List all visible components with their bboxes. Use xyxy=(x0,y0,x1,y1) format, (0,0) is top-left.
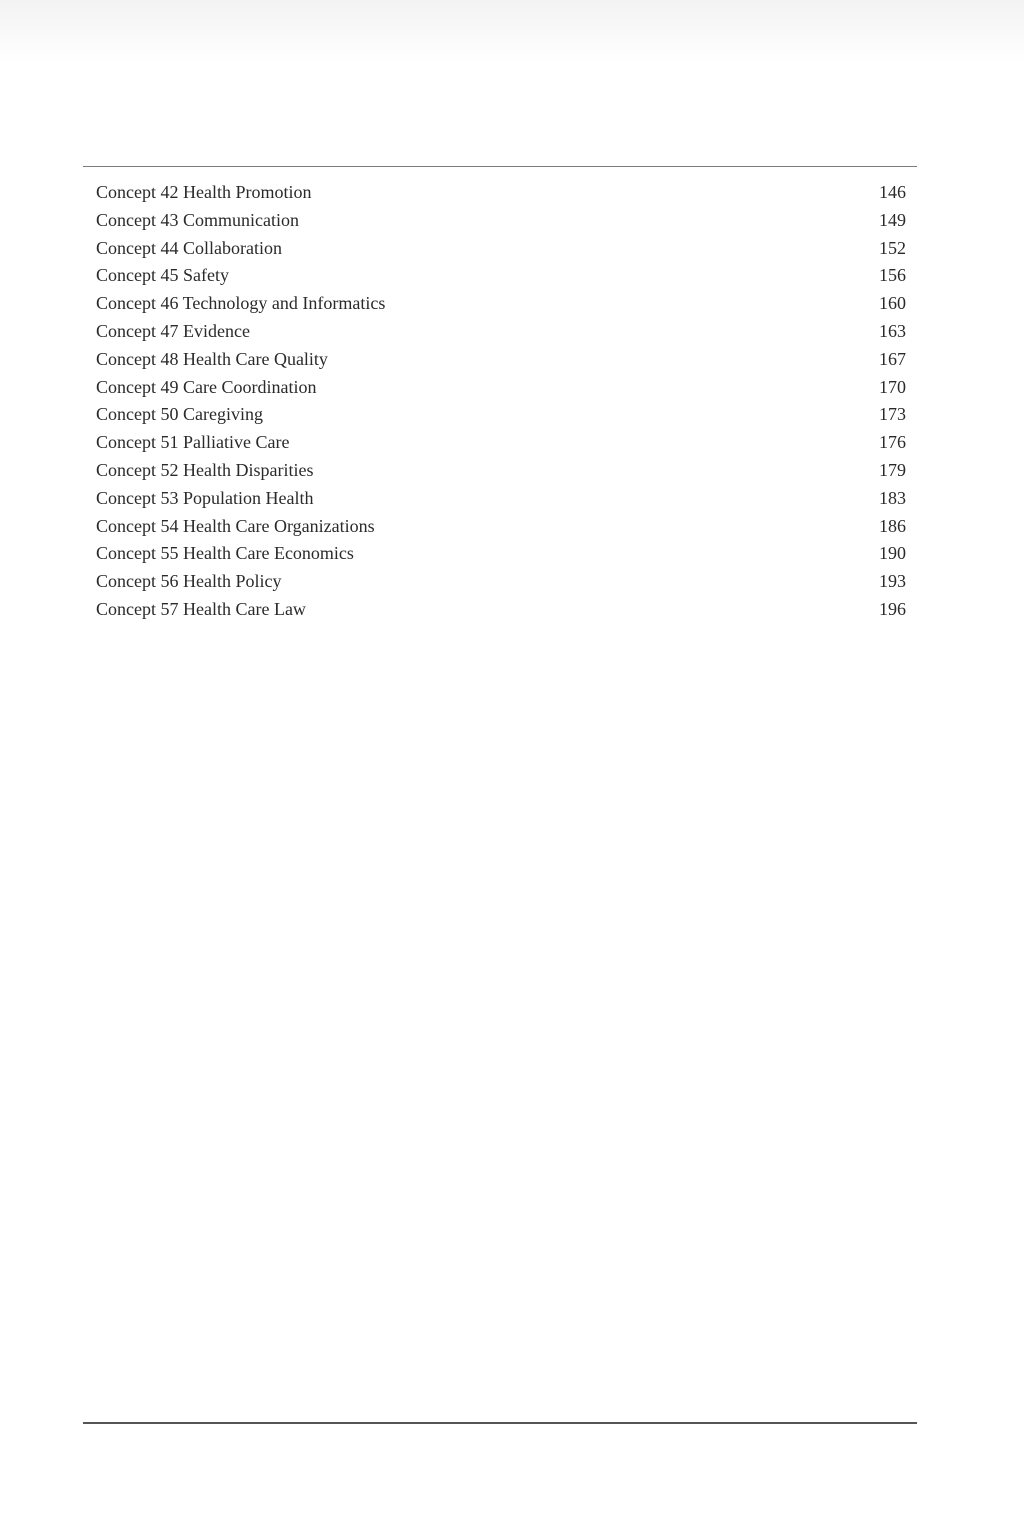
toc-entry-title: Concept 57 Health Care Law xyxy=(96,598,306,619)
toc-entry-title: Concept 51 Palliative Care xyxy=(96,432,290,453)
toc-entry[interactable] xyxy=(96,179,906,207)
table-of-contents xyxy=(96,179,906,624)
toc-entry[interactable] xyxy=(96,457,906,485)
toc-entry-page: 156 xyxy=(879,265,906,286)
toc-entry[interactable] xyxy=(96,596,906,624)
toc-entry[interactable] xyxy=(96,235,906,263)
bottom-rule xyxy=(83,1422,917,1424)
toc-entry[interactable] xyxy=(96,207,906,235)
toc-entry-page: 196 xyxy=(879,598,906,619)
toc-entry-page: 146 xyxy=(879,182,906,202)
toc-entry[interactable] xyxy=(96,513,906,541)
toc-entry-title: Concept 55 Health Care Economics xyxy=(96,543,354,564)
toc-entry[interactable] xyxy=(96,346,906,374)
toc-entry[interactable] xyxy=(96,318,906,346)
toc-entry-page: 170 xyxy=(879,376,906,397)
toc-entry-page: 163 xyxy=(879,320,906,341)
toc-entry-title: Concept 44 Collaboration xyxy=(96,237,282,258)
toc-entry[interactable] xyxy=(96,540,906,568)
toc-entry[interactable] xyxy=(96,374,906,402)
toc-entry-title: Concept 50 Caregiving xyxy=(96,404,263,425)
toc-entry-page: 173 xyxy=(879,404,906,425)
toc-entry-page: 152 xyxy=(879,237,906,258)
toc-entry-title: Concept 42 Health Promotion xyxy=(96,182,312,202)
toc-entry-title: Concept 43 Communication xyxy=(96,209,299,230)
toc-entry-page: 160 xyxy=(879,293,906,314)
toc-entry-page: 167 xyxy=(879,348,906,369)
toc-entry-page: 186 xyxy=(879,515,906,536)
toc-entry-title: Concept 56 Health Policy xyxy=(96,571,282,592)
toc-entry-title: Concept 49 Care Coordination xyxy=(96,376,317,397)
toc-entry-page: 179 xyxy=(879,459,906,480)
toc-entry-title: Concept 45 Safety xyxy=(96,265,229,286)
toc-entry[interactable] xyxy=(96,568,906,596)
toc-entry-title: Concept 53 Population Health xyxy=(96,487,314,508)
toc-entry-title: Concept 47 Evidence xyxy=(96,320,250,341)
toc-entry-title: Concept 48 Health Care Quality xyxy=(96,348,328,369)
toc-entry-page: 176 xyxy=(879,432,906,453)
top-rule xyxy=(83,166,917,167)
toc-entry-title: Concept 46 Technology and Informatics xyxy=(96,293,386,314)
toc-entry[interactable] xyxy=(96,290,906,318)
toc-entry[interactable] xyxy=(96,262,906,290)
top-shade xyxy=(0,0,1024,62)
toc-entry-page: 193 xyxy=(879,571,906,592)
toc-entry-page: 190 xyxy=(879,543,906,564)
toc-entry[interactable] xyxy=(96,429,906,457)
toc-entry-title: Concept 52 Health Disparities xyxy=(96,459,314,480)
toc-entry-page: 183 xyxy=(879,487,906,508)
toc-entry-title: Concept 54 Health Care Organizations xyxy=(96,515,375,536)
toc-entry-page: 149 xyxy=(879,209,906,230)
toc-entry[interactable] xyxy=(96,401,906,429)
toc-entry[interactable] xyxy=(96,485,906,513)
